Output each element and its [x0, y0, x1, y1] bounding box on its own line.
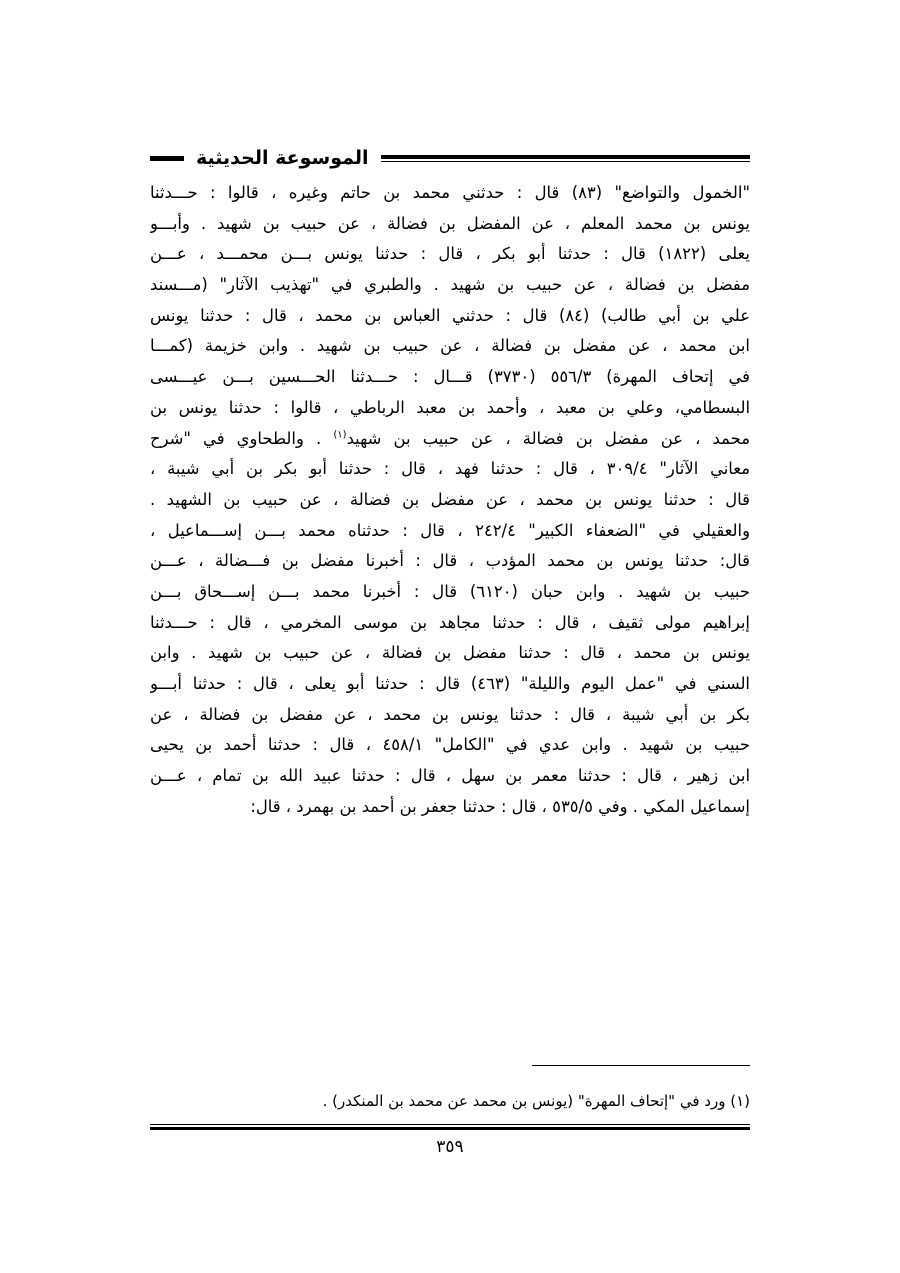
text-line: مفضل بن فضالة ، عن حبيب بن شهيد . والطبري في "تهذيب الآثار" (مـــسند [150, 275, 750, 295]
text-line: ابن محمد ، عن مفضل بن فضالة ، عن حبيب بن شهيد . وابن خزيمة (كمـــا [150, 336, 750, 356]
text-line: "الخمول والتواضع" (٨٣) قال : حدثني محمد بن حاتم وغيره ، قالوا : حـــدثنا [150, 183, 750, 202]
text-line: يونس بن محمد المعلم ، عن المفضل بن فضالة ، عن حبيب بن شهيد . وأبـــو [150, 213, 750, 233]
text-line: إسماعيل المكي . وفي ٥٣٥/٥ ، قال : حدثنا جعفر بن أحمد بن بهمرد ، قال: [250, 796, 750, 816]
footnote-marker[interactable]: (١) [333, 429, 347, 441]
text-line: يعلى (١٨٢٢) قال : حدثنا أبو بكر ، قال : حدثنا يونس بـــن محمـــد ، عـــن [150, 244, 750, 264]
text-line: والعقيلي في "الضعفاء الكبير" ٢٤٢/٤ ، قال : حدثناه محمد بـــن إســـماعيل ، [150, 520, 750, 540]
text-line: قال: حدثنا يونس بن محمد المؤدب ، قال : أخبرنا مفضل بن فـــضالة ، عـــن [150, 551, 750, 571]
text-line: حبيب بن شهيد . وابن حبان (٦١٢٠) قال : أخبرنا محمد بـــن إســـحاق بـــن [150, 581, 750, 601]
page-header [150, 143, 750, 173]
text-line: البسطامي، وعلي بن معبد ، وأحمد بن معبد الرباطي ، قالوا : حدثنا يونس بن [150, 397, 750, 417]
text-line: بكر بن أبي شيبة ، قال : حدثنا يونس بن محمد ، عن مفضل بن فضالة ، عن [150, 704, 750, 724]
header-rule-left [150, 156, 184, 161]
text-line: يونس بن محمد ، قال : حدثنا مفضل بن فضالة ، عن حبيب بن شهيد . وابن [150, 643, 750, 663]
text-line: إبراهيم مولى ثقيف ، قال : حدثنا مجاهد بن موسى المخرمي ، قال : حـــدثنا [150, 612, 750, 632]
page-number: ٣٥٩ [436, 1137, 464, 1157]
text-line: ابن زهير ، قال : حدثنا معمر بن سهل ، قال : حدثنا عبيد الله بن تمام ، عـــن [150, 766, 750, 786]
footnote-separator [532, 1065, 750, 1066]
bottom-rule [150, 1124, 750, 1130]
header-title: الموسوعة الحديثية [196, 147, 369, 169]
text-segment: محمد ، عن مفضل بن فضالة ، عن حبيب بن شهيد [346, 428, 750, 448]
text-segment: . والطحاوي في "شرح [150, 428, 334, 448]
header-rule-right [381, 155, 751, 162]
footnote: (١) ورد في "إتحاف المهرة" (يونس بن محمد عن محمد بن المنكدر) . [322, 1092, 750, 1110]
body-text [150, 178, 750, 822]
text-line-with-footnote [150, 424, 750, 455]
text-line: قال : حدثنا يونس بن محمد ، عن مفضل بن فضالة ، عن حبيب بن الشهيد . [150, 489, 750, 509]
text-line: في إتحاف المهرة) ٥٥٦/٣ (٣٧٣٠) قـــال : حـــدثنا الحـــسين بـــن عيـــسى [150, 367, 750, 387]
text-line: علي بن أبي طالب) (٨٤) قال : حدثني العباس بن محمد ، قال : حدثنا يونس [150, 305, 750, 325]
text-line: معاني الآثار" ٣٠٩/٤ ، قال : حدثنا فهد ، قال : حدثنا أبو بكر بن أبي شيبة ، [150, 459, 750, 479]
text-line: حبيب بن شهيد . وابن عدي في "الكامل" ٤٥٨/١ ، قال : حدثنا أحمد بن يحيى [150, 735, 750, 755]
text-line: السني في "عمل اليوم والليلة" (٤٦٣) قال : حدثنا أبو يعلى ، قال : حدثنا أبـــو [150, 674, 750, 693]
